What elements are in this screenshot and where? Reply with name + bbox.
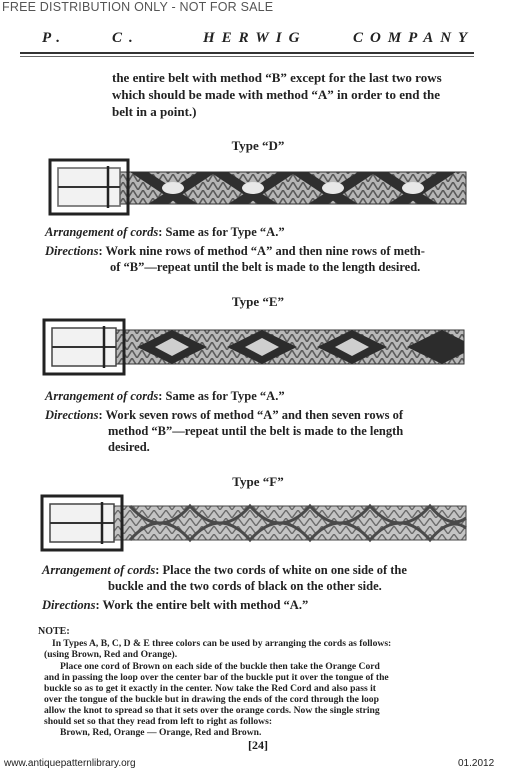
type-e-directions <box>45 408 403 423</box>
directions-label: Directions <box>42 598 96 612</box>
intro-line: belt in a point.) <box>112 104 197 119</box>
header-word-herwig: HERWIG <box>203 30 307 46</box>
belt-e-image <box>42 318 466 376</box>
type-f-arrangement <box>42 563 407 578</box>
distribution-banner: FREE DISTRIBUTION ONLY - NOT FOR SALE <box>2 0 274 14</box>
arrangement-text: : Place the two cords of white on one side of the <box>155 563 407 577</box>
belt-f-image <box>40 494 468 552</box>
note-line: over the tongue of the buckle but in drawing the ends of the cord through the loop <box>44 694 379 705</box>
directions-text: : Work the entire belt with method “A.” <box>95 598 309 612</box>
note-line: allow the knot to spread so that it sets over the orange cords. Now the single string <box>44 705 380 716</box>
note-line: should set so that they read from left to right as follows: <box>44 716 273 727</box>
directions-label: Directions <box>45 244 99 258</box>
header-rule-thin <box>20 56 474 57</box>
footer-website: www.antiquepatternlibrary.org <box>4 758 136 769</box>
type-e-arrangement <box>45 389 285 404</box>
type-d-title: Type “D” <box>231 138 285 153</box>
type-d-directions <box>45 244 425 259</box>
note-line: buckle so as to get it exactly in the center. Now take the Red Cord and also pass it <box>44 683 376 694</box>
footer-date: 01.2012 <box>458 758 495 769</box>
intro-paragraph <box>112 69 472 120</box>
header-word-p: P. <box>42 30 67 46</box>
arrangement-text: : Same as for Type “A.” <box>158 389 285 403</box>
note-line: Brown, Red, Orange — Orange, Red and Brown. <box>60 727 262 738</box>
type-d-arrangement <box>45 225 285 240</box>
note-line: In Types A, B, C, D & E three colors can be used by arranging the cords as follows: <box>52 638 392 649</box>
intro-line: which should be made with method “A” in order to end the <box>112 87 441 102</box>
type-e-title: Type “E” <box>231 294 285 309</box>
type-e-directions-cont2: desired. <box>108 440 150 454</box>
directions-label: Directions <box>45 408 99 422</box>
note-line: (using Brown, Red and Orange). <box>44 649 178 660</box>
note-line: and in passing the loop over the center bar of the buckle put it over the tongue of the <box>44 672 389 683</box>
arrangement-label: Arrangement of cords <box>45 389 159 403</box>
intro-line: the entire belt with method “B” except for the last two rows <box>112 70 442 85</box>
page-number: [24] <box>248 738 268 752</box>
directions-text: : Work seven rows of method “A” and then seven rows of <box>98 408 404 422</box>
type-d-directions-cont: of “B”—repeat until the belt is made to the length desired. <box>110 260 421 274</box>
header-word-c: C. <box>112 30 140 46</box>
type-f-directions <box>42 598 308 613</box>
header-rule <box>20 52 474 54</box>
type-e-directions-cont: method “B”—repeat until the belt is made to the length <box>108 424 404 438</box>
note-line: Place one cord of Brown on each side of the buckle then take the Orange Cord <box>60 661 380 672</box>
note-heading: NOTE: <box>38 626 70 637</box>
arrangement-text: : Same as for Type “A.” <box>158 225 285 239</box>
header-word-company: COMPANY <box>353 30 475 46</box>
directions-text: : Work nine rows of method “A” and then nine rows of meth- <box>98 244 425 258</box>
type-f-arrangement-cont: buckle and the two cords of black on the other side. <box>108 579 382 593</box>
belt-d-image <box>48 158 468 216</box>
arrangement-label: Arrangement of cords <box>45 225 159 239</box>
type-f-title: Type “F” <box>232 474 284 489</box>
arrangement-label: Arrangement of cords <box>42 563 156 577</box>
